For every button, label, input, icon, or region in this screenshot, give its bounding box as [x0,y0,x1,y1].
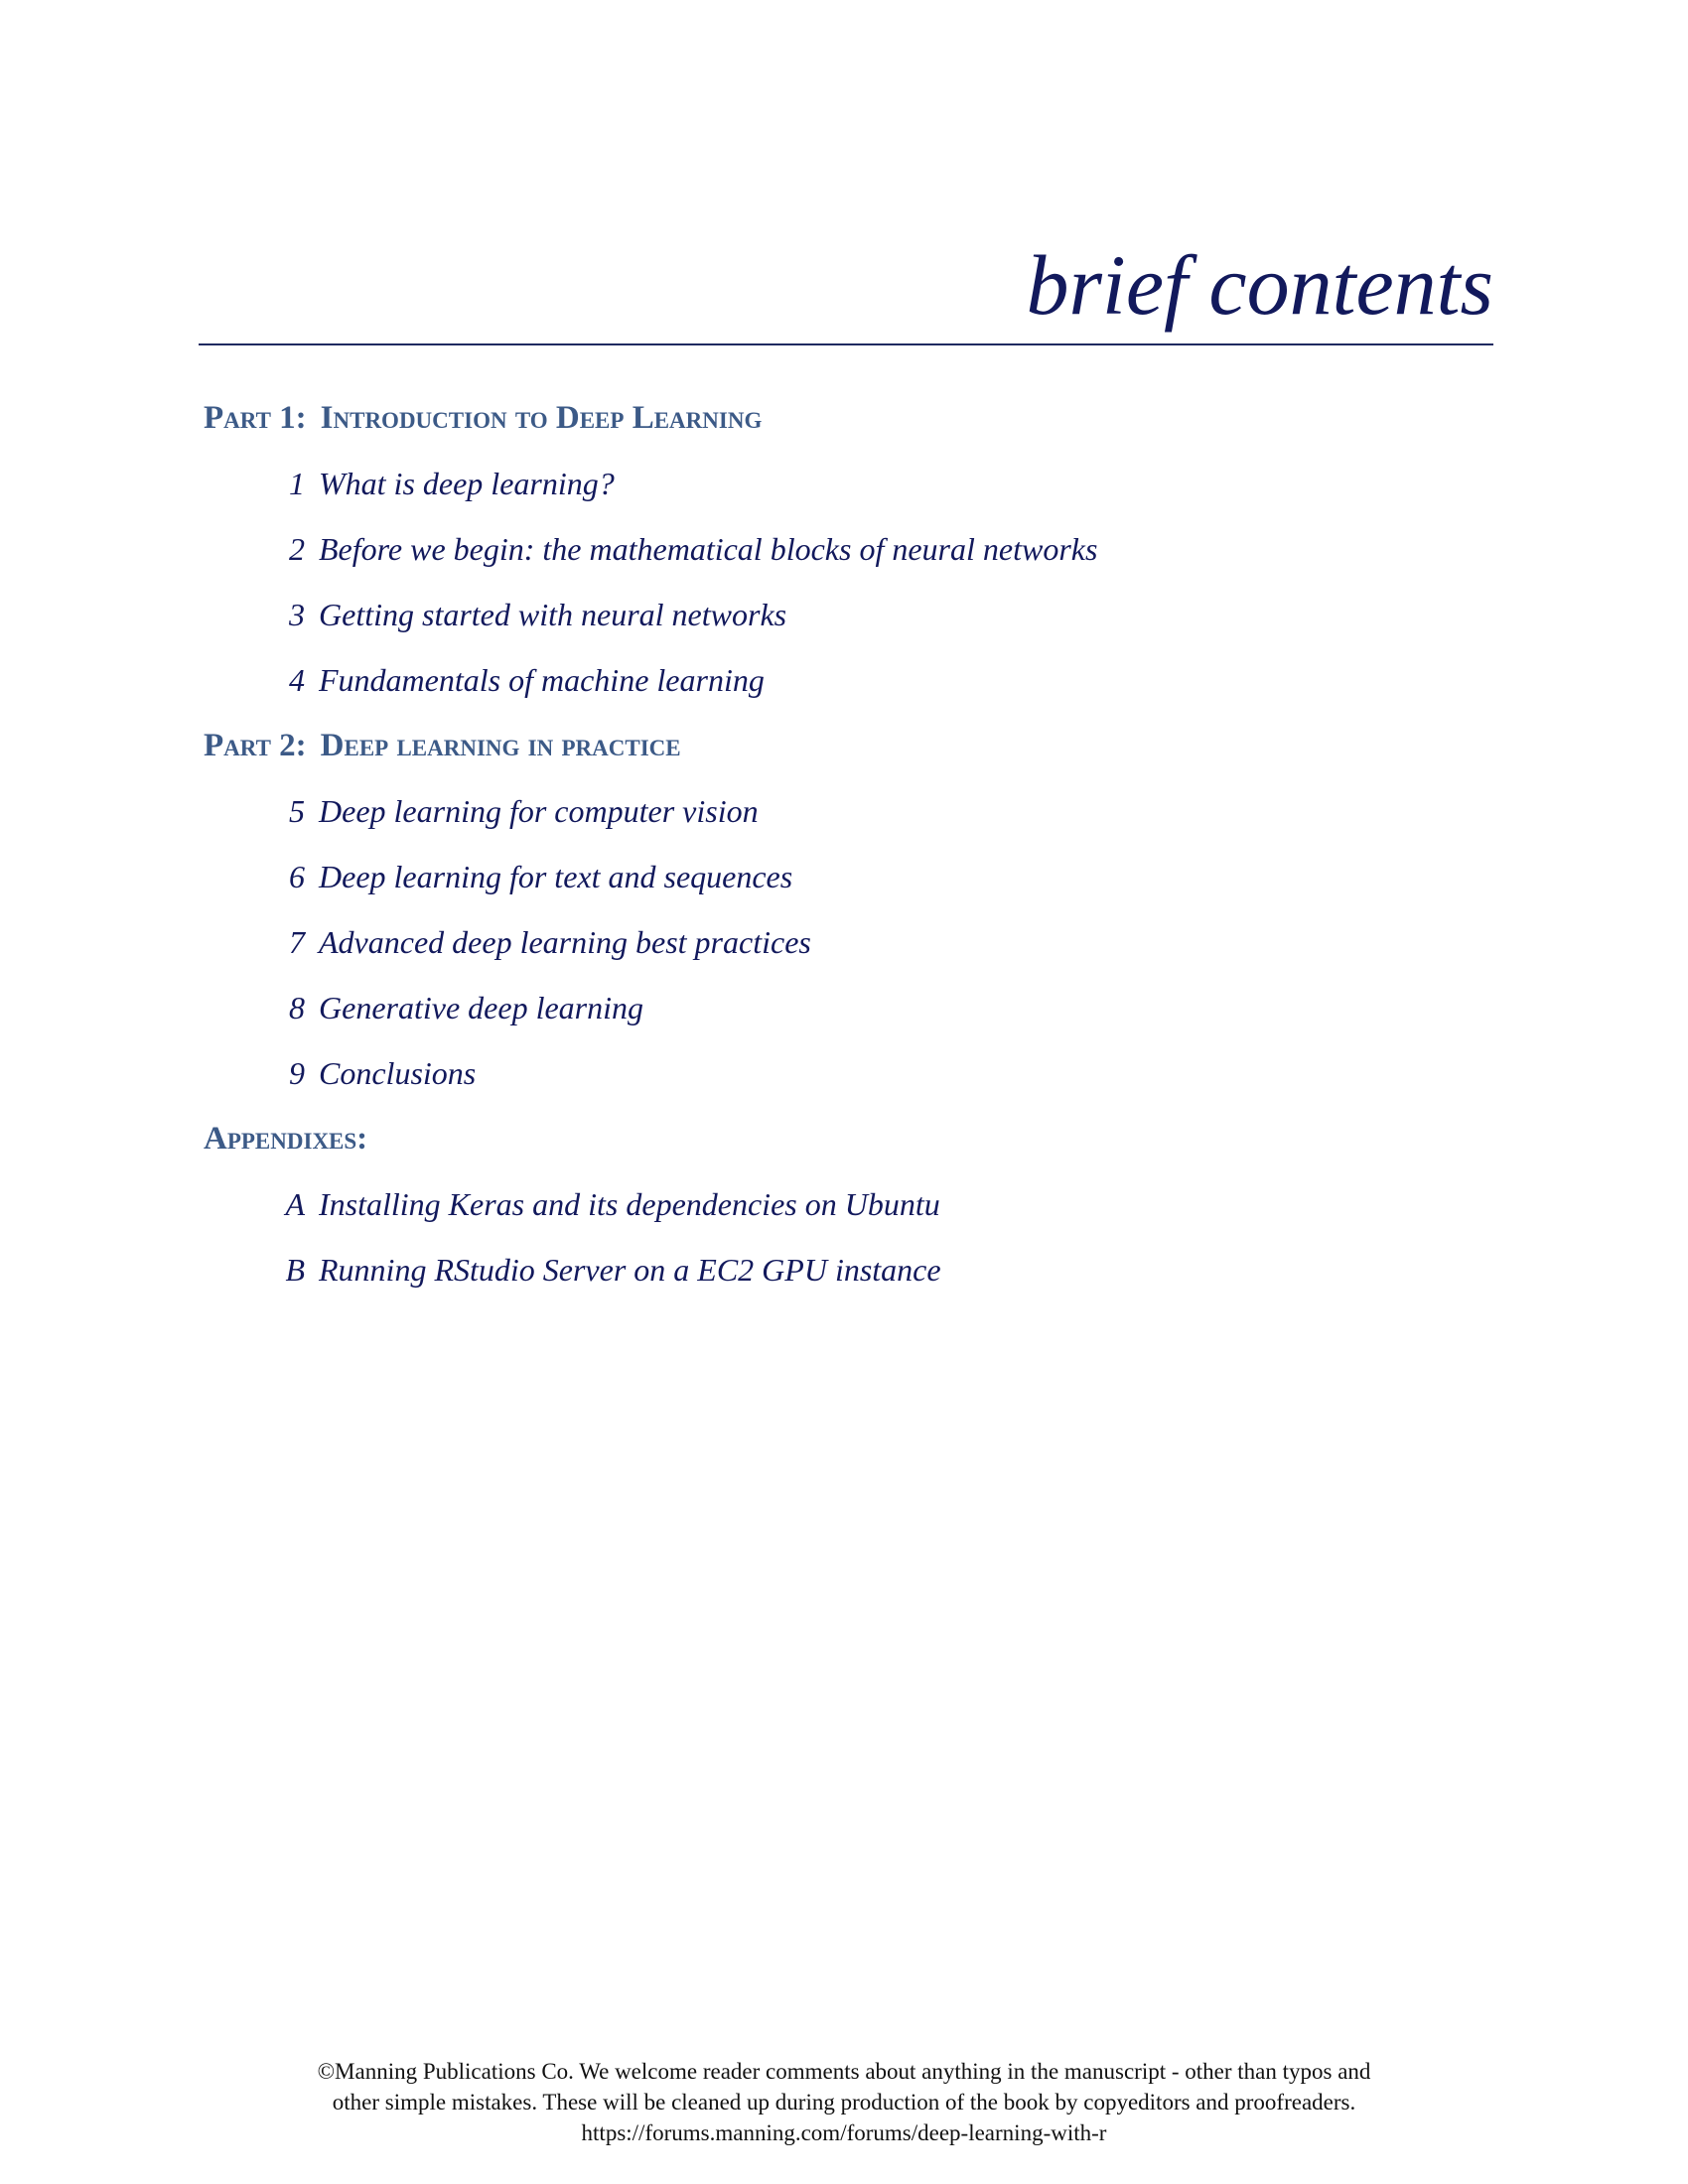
chapter-number: 9 [289,1055,305,1091]
chapter-title: What is deep learning? [319,466,615,501]
chapter-number: 7 [289,924,305,960]
chapter-title: Advanced deep learning best practices [319,924,811,960]
appendix-title: Installing Keras and its dependencies on Ubuntu [319,1186,940,1222]
footer-line: ©Manning Publications Co. We welcome reader comments about anything in the manuscript - other than typos and [317,2059,1371,2084]
part-heading [204,395,1494,461]
chapter-entry [204,919,1494,985]
copyright-footer [0,2056,1688,2148]
part-name: Introduction to Deep Learning [320,400,763,436]
chapter-title: Before we begin: the mathematical blocks of neural networks [319,531,1098,567]
chapter-entry [204,461,1494,526]
appendix-entry [204,1247,1494,1312]
chapter-title: Deep learning for text and sequences [319,859,793,894]
chapter-number: 3 [289,597,305,632]
chapter-title: Deep learning for computer vision [319,793,759,829]
appendix-letter: B [285,1252,305,1288]
chapter-number: 8 [289,990,305,1025]
chapter-entry [204,657,1494,723]
chapter-title: Generative deep learning [319,990,643,1025]
chapter-number: 4 [289,662,305,698]
chapter-entry [204,592,1494,657]
page-title: brief contents [1026,237,1493,333]
chapter-number: 2 [289,531,305,567]
footer-url: https://forums.manning.com/forums/deep-learning-with-r [581,2120,1107,2145]
chapter-entry [204,854,1494,919]
appendixes-heading [204,1116,1494,1181]
chapter-entry [204,985,1494,1050]
appendix-entry [204,1181,1494,1247]
appendix-title: Running RStudio Server on a EC2 GPU instance [319,1252,941,1288]
chapter-entry [204,526,1494,592]
table-of-contents [204,395,1494,1312]
chapter-number: 6 [289,859,305,894]
chapter-number: 5 [289,793,305,829]
chapter-title: Fundamentals of machine learning [319,662,765,698]
part-name: Deep learning in practice [320,728,681,763]
chapter-entry [204,788,1494,854]
part-label: Part 1: [204,400,307,436]
appendixes-label: Appendixes: [204,1121,368,1157]
chapter-title: Conclusions [319,1055,477,1091]
chapter-number: 1 [289,466,305,501]
appendix-letter: A [285,1186,305,1222]
footer-line: other simple mistakes. These will be cleaned up during production of the book by copyeditors and proofreaders. [332,2090,1356,2115]
part-label: Part 2: [204,728,307,763]
title-rule [199,343,1493,345]
chapter-entry [204,1050,1494,1116]
part-heading [204,723,1494,788]
chapter-title: Getting started with neural networks [319,597,787,632]
